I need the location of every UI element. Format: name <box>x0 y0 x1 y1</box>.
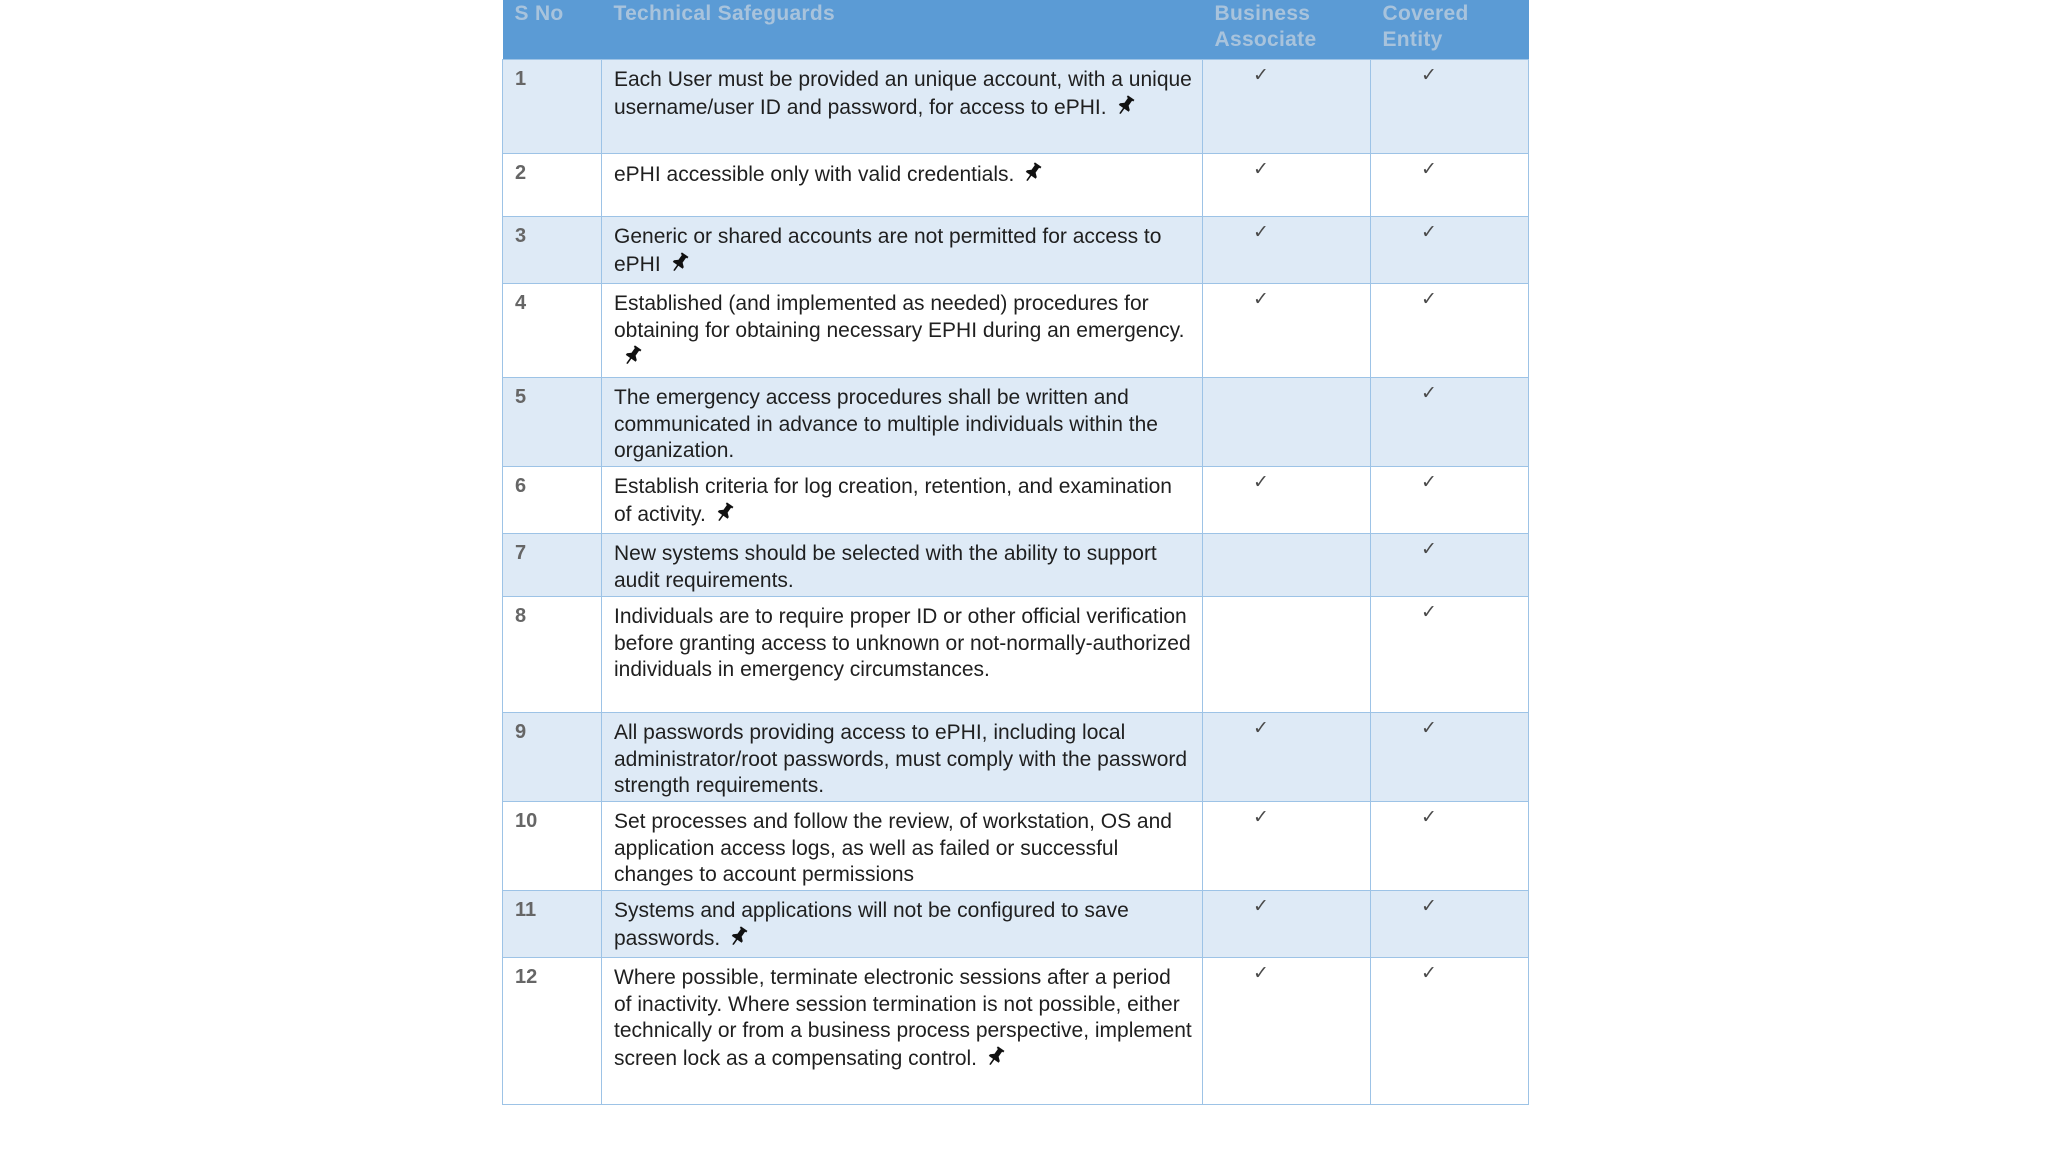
covered-entity-cell <box>1371 891 1529 958</box>
table-row-9 <box>503 713 1529 802</box>
safeguard-text: ePHI accessible only with valid credentials. <box>614 163 1015 186</box>
safeguard-text: New systems should be selected with the ability to support audit requirements. <box>614 542 1157 592</box>
covered-entity-cell <box>1371 802 1529 891</box>
table-row-10 <box>503 802 1529 891</box>
row-number: 12 <box>503 958 602 1105</box>
header-business-associate: Business Associate <box>1203 0 1371 60</box>
safeguard-text-cell <box>602 958 1203 1105</box>
business-associate-cell <box>1203 217 1371 284</box>
safeguard-text: The emergency access procedures shall be written and communicated in advance to multiple individuals within the organization. <box>614 386 1158 462</box>
checkmark-icon: ✓ <box>1421 64 1437 86</box>
row-number: 1 <box>503 60 602 154</box>
checkmark-icon: ✓ <box>1253 717 1269 739</box>
safeguard-text: Establish criteria for log creation, retention, and examination of activity. <box>614 475 1172 526</box>
business-associate-cell <box>1203 958 1371 1105</box>
row-number: 11 <box>503 891 602 958</box>
checkmark-icon: ✓ <box>1253 895 1269 917</box>
checkmark-icon: ✓ <box>1253 288 1269 310</box>
table-header-row <box>503 0 1529 60</box>
table-row-7 <box>503 534 1529 597</box>
row-number: 4 <box>503 284 602 378</box>
safeguard-text: All passwords providing access to ePHI, including local administrator/root passwords, must comply with the password strength requirements. <box>614 721 1188 797</box>
checkmark-icon: ✓ <box>1253 64 1269 86</box>
table-row-4 <box>503 284 1529 378</box>
covered-entity-cell <box>1371 284 1529 378</box>
covered-entity-cell <box>1371 217 1529 284</box>
covered-entity-cell <box>1371 467 1529 534</box>
checkmark-icon: ✓ <box>1421 962 1437 984</box>
pushpin-icon <box>1113 94 1139 116</box>
business-associate-cell <box>1203 60 1371 154</box>
business-associate-cell <box>1203 534 1371 597</box>
checkmark-icon: ✓ <box>1253 471 1269 493</box>
checkmark-icon: ✓ <box>1421 601 1437 623</box>
checkmark-icon: ✓ <box>1253 962 1269 984</box>
checkmark-icon: ✓ <box>1421 382 1437 404</box>
safeguard-text-cell <box>602 802 1203 891</box>
safeguard-text: Each User must be provided an unique account, with a unique username/user ID and password, for access to ePHI. <box>614 68 1192 119</box>
safeguard-text: Set processes and follow the review, of workstation, OS and application access logs, as well as failed or successful changes to account permissions <box>614 810 1172 886</box>
safeguard-text-cell <box>602 378 1203 467</box>
checkmark-icon: ✓ <box>1253 806 1269 828</box>
safeguard-text: Systems and applications will not be configured to save passwords. <box>614 899 1129 950</box>
row-number: 7 <box>503 534 602 597</box>
safeguard-text-cell <box>602 284 1203 378</box>
checkmark-icon: ✓ <box>1421 538 1437 560</box>
safeguards-table-container <box>502 0 1528 1105</box>
checkmark-icon: ✓ <box>1421 717 1437 739</box>
safeguard-text-cell <box>602 217 1203 284</box>
safeguard-text: Established (and implemented as needed) procedures for obtaining for obtaining necessary EPHI during an emergency. <box>614 292 1185 342</box>
technical-safeguards-table <box>502 0 1529 1105</box>
checkmark-icon: ✓ <box>1421 158 1437 180</box>
table-row-3 <box>503 217 1529 284</box>
business-associate-cell <box>1203 154 1371 217</box>
business-associate-cell <box>1203 467 1371 534</box>
header-covered-entity: Covered Entity <box>1371 0 1529 60</box>
covered-entity-cell <box>1371 154 1529 217</box>
safeguard-text-cell <box>602 534 1203 597</box>
pushpin-icon <box>726 925 752 947</box>
checkmark-icon: ✓ <box>1421 806 1437 828</box>
pushpin-icon <box>1020 161 1046 183</box>
table-row-6 <box>503 467 1529 534</box>
safeguard-text-cell <box>602 154 1203 217</box>
table-row-5 <box>503 378 1529 467</box>
header-technical-safeguards: Technical Safeguards <box>602 0 1203 60</box>
covered-entity-cell <box>1371 378 1529 467</box>
business-associate-cell <box>1203 597 1371 713</box>
covered-entity-cell <box>1371 958 1529 1105</box>
pushpin-icon <box>712 501 738 523</box>
business-associate-cell <box>1203 802 1371 891</box>
safeguard-text: Individuals are to require proper ID or other official verification before granting access to unknown or not-normally-authorized individuals in emergency circumstances. <box>614 605 1191 681</box>
business-associate-cell <box>1203 284 1371 378</box>
covered-entity-cell <box>1371 534 1529 597</box>
checkmark-icon: ✓ <box>1421 288 1437 310</box>
row-number: 5 <box>503 378 602 467</box>
table-row-2 <box>503 154 1529 217</box>
checkmark-icon: ✓ <box>1421 471 1437 493</box>
checkmark-icon: ✓ <box>1253 158 1269 180</box>
safeguard-text-cell <box>602 467 1203 534</box>
table-row-1 <box>503 60 1529 154</box>
row-number: 6 <box>503 467 602 534</box>
table-body <box>503 60 1529 1105</box>
safeguard-text: Generic or shared accounts are not permitted for access to ePHI <box>614 225 1162 276</box>
business-associate-cell <box>1203 891 1371 958</box>
header-sno: S No <box>503 0 602 60</box>
table-row-8 <box>503 597 1529 713</box>
business-associate-cell <box>1203 713 1371 802</box>
covered-entity-cell <box>1371 60 1529 154</box>
checkmark-icon: ✓ <box>1421 895 1437 917</box>
pushpin-icon <box>983 1045 1009 1067</box>
row-number: 8 <box>503 597 602 713</box>
checkmark-icon: ✓ <box>1421 221 1437 243</box>
safeguard-text-cell <box>602 597 1203 713</box>
business-associate-cell <box>1203 378 1371 467</box>
row-number: 2 <box>503 154 602 217</box>
covered-entity-cell <box>1371 597 1529 713</box>
safeguard-text-cell <box>602 891 1203 958</box>
table-row-12 <box>503 958 1529 1105</box>
row-number: 3 <box>503 217 602 284</box>
table-row-11 <box>503 891 1529 958</box>
covered-entity-cell <box>1371 713 1529 802</box>
row-number: 9 <box>503 713 602 802</box>
safeguard-text: Where possible, terminate electronic sessions after a period of inactivity. Where session termination is not possible, either technically or from a business process perspective, implement screen lock as a compensating control. <box>614 966 1192 1070</box>
safeguard-text-cell <box>602 713 1203 802</box>
row-number: 10 <box>503 802 602 891</box>
checkmark-icon: ✓ <box>1253 221 1269 243</box>
pushpin-icon <box>620 344 646 366</box>
pushpin-icon <box>667 251 693 273</box>
safeguard-text-cell <box>602 60 1203 154</box>
